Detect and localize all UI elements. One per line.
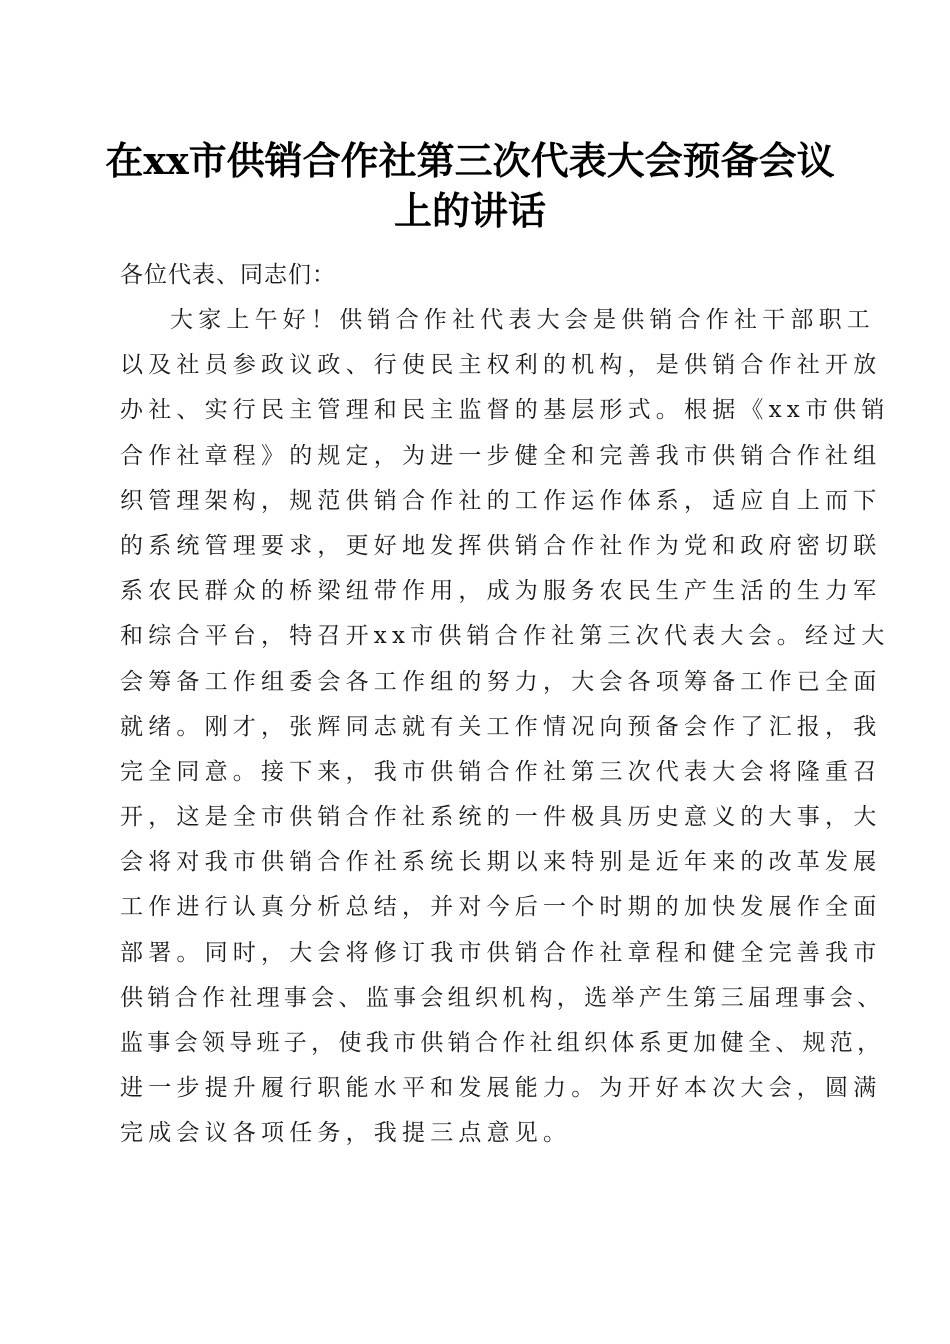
paragraph-line: 供销合作社理事会、监事会组织机构，选举产生第三届理事会、 <box>120 984 885 1011</box>
paragraph-line: 的系统管理要求，更好地发挥供销合作社作为党和政府密切联 <box>120 532 882 559</box>
paragraph-line: 就绪。刚才，张辉同志就有关工作情况向预备会作了汇报，我 <box>120 713 882 740</box>
paragraph-line: 工作进行认真分析总结，并对今后一个时期的加快发展作全面 <box>120 894 882 921</box>
paragraph-line: 办社、实行民主管理和民主监督的基层形式。根据《xx市供销 <box>120 397 890 424</box>
paragraph-line: 织管理架构，规范供销合作社的工作运作体系，适应自上而下 <box>120 487 882 514</box>
paragraph-line: 大家上午好！供销合作社代表大会是供销合作社干部职工 <box>170 307 875 333</box>
paragraph-line: 监事会领导班子，使我市供销合作社组织体系更加健全、规范， <box>120 1030 885 1056</box>
title-line-1: 在xx市供销合作社第三次代表大会预备会议 <box>105 138 835 183</box>
document-body <box>120 252 890 1157</box>
paragraph-line: 会将对我市供销合作社系统长期以来特别是近年来的改革发展 <box>120 849 882 876</box>
title-line-2: 上的讲话 <box>393 188 546 233</box>
paragraph <box>120 298 890 1157</box>
paragraph-line: 系农民群众的桥梁纽带作用，成为服务农民生产生活的生力军 <box>120 578 882 605</box>
paragraph-line: 完全同意。接下来，我市供销合作社第三次代表大会将隆重召 <box>120 758 882 785</box>
paragraph-line: 进一步提升履行职能水平和发展能力。为开好本次大会，圆满 <box>120 1075 882 1102</box>
paragraph-line: 开，这是全市供销合作社系统的一件极具历史意义的大事，大 <box>120 804 882 831</box>
document-title <box>100 136 840 236</box>
paragraph-line: 会筹备工作组委会各工作组的努力，大会各项筹备工作已全面 <box>120 668 882 695</box>
paragraph-line: 完成会议各项任务，我提三点意见。 <box>120 1120 572 1147</box>
paragraph-line: 和综合平台，特召开xx市供销合作社第三次代表大会。经过大 <box>120 623 890 650</box>
paragraph-line: 部署。同时，大会将修订我市供销合作社章程和健全完善我市 <box>120 939 882 966</box>
salutation: 各位代表、同志们： <box>120 262 336 288</box>
paragraph-line: 合作社章程》的规定，为进一步健全和完善我市供销合作社组 <box>120 442 882 469</box>
paragraph-line: 以及社员参政议政、行使民主权利的机构，是供销合作社开放 <box>120 352 882 379</box>
